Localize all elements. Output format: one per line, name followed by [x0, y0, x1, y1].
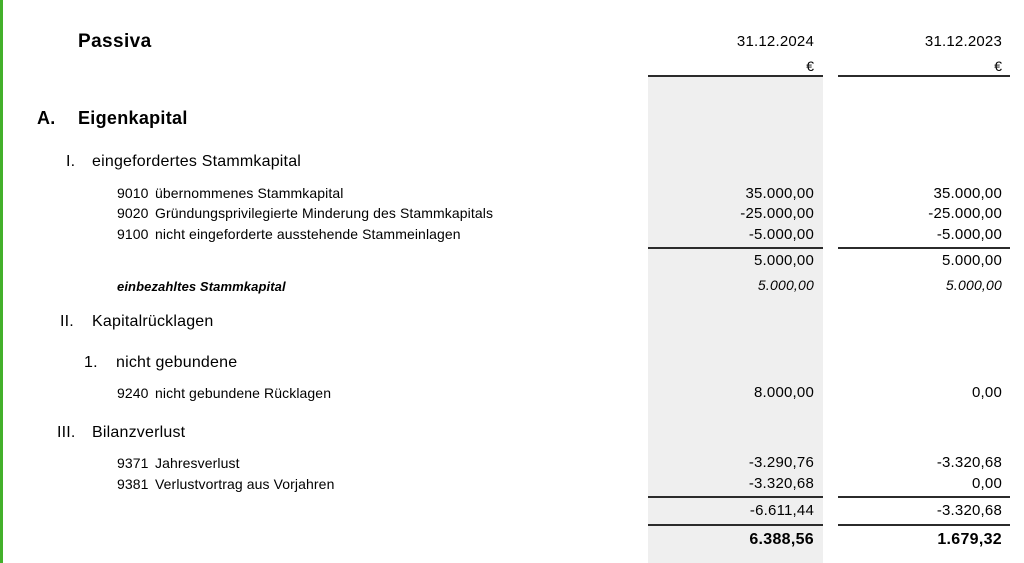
subtotal-rule-i-previous — [838, 247, 1010, 249]
account-value-9240-current: 8.000,00 — [754, 384, 814, 401]
subtotal-rule-iii-previous — [838, 496, 1010, 498]
column-header-current-year: 31.12.2024 — [736, 33, 814, 50]
account-label-9100: nicht eingeforderte ausstehende Stammeinlagen — [155, 226, 461, 242]
account-code-9020: 9020 — [117, 205, 149, 221]
account-value-9100-previous: -5.000,00 — [936, 226, 1002, 243]
account-label-9020: Gründungsprivilegierte Minderung des Stammkapitals — [155, 205, 494, 221]
total-value-current: 6.388,56 — [749, 531, 814, 548]
column-unit-previous-year: € — [994, 58, 1002, 74]
group-title-eingefordertes-stammkapital: eingefordertes Stammkapital — [92, 153, 302, 170]
group-numeral-iii: III. — [57, 424, 76, 441]
account-code-9100: 9100 — [117, 226, 149, 242]
account-code-9010: 9010 — [117, 185, 149, 201]
account-code-9381: 9381 — [117, 476, 149, 492]
account-value-9240-previous: 0,00 — [972, 384, 1002, 401]
account-value-9371-previous: -3.320,68 — [936, 454, 1002, 471]
subgroup-title-nicht-gebundene: nicht gebundene — [116, 354, 238, 371]
subgroup-number-1: 1. — [84, 354, 98, 371]
subtotal-rule-i-current — [648, 247, 823, 249]
group-numeral-i: I. — [66, 153, 76, 170]
account-code-9371: 9371 — [117, 455, 149, 471]
subtotal-rule-iii-current — [648, 496, 823, 498]
account-value-9381-previous: 0,00 — [972, 475, 1002, 492]
total-rule-previous — [838, 524, 1010, 526]
account-code-9240: 9240 — [117, 385, 149, 401]
column-header-previous-year: 31.12.2023 — [924, 33, 1002, 50]
account-value-9100-current: -5.000,00 — [748, 226, 814, 243]
account-value-9010-current: 35.000,00 — [745, 185, 814, 202]
account-value-9020-current: -25.000,00 — [740, 205, 814, 222]
subtotal-value-iii-previous: -3.320,68 — [936, 502, 1002, 519]
account-label-9240: nicht gebundene Rücklagen — [155, 385, 332, 401]
column-unit-current-year: € — [806, 58, 814, 74]
account-label-9371: Jahresverlust — [155, 455, 240, 471]
subtotal-value-iii-current: -6.611,44 — [749, 502, 814, 519]
account-label-9010: übernommenes Stammkapital — [155, 185, 344, 201]
account-value-9020-previous: -25.000,00 — [928, 205, 1002, 222]
account-label-9381: Verlustvortrag aus Vorjahren — [155, 476, 335, 492]
header-rule-current-year — [648, 75, 823, 77]
section-letter-a: A. — [37, 108, 56, 128]
total-rule-current — [648, 524, 823, 526]
subtotal-value-i-previous: 5.000,00 — [942, 252, 1002, 269]
group-title-kapitalruecklagen: Kapitalrücklagen — [92, 313, 214, 330]
account-value-9371-current: -3.290,76 — [748, 454, 814, 471]
subtotal-value-i-current: 5.000,00 — [754, 252, 814, 269]
memo-value-previous: 5.000,00 — [945, 277, 1002, 293]
group-numeral-ii: II. — [60, 313, 74, 330]
page-title: Passiva — [78, 31, 152, 52]
section-title-eigenkapital: Eigenkapital — [78, 108, 188, 128]
header-rule-previous-year — [838, 75, 1010, 77]
memo-label-einbezahltes-stammkapital: einbezahltes Stammkapital — [117, 279, 286, 294]
memo-value-current: 5.000,00 — [757, 277, 814, 293]
account-value-9010-previous: 35.000,00 — [933, 185, 1002, 202]
account-value-9381-current: -3.320,68 — [748, 475, 814, 492]
page-accent-rule — [0, 0, 3, 563]
total-value-previous: 1.679,32 — [937, 531, 1002, 548]
group-title-bilanzverlust: Bilanzverlust — [92, 424, 186, 441]
